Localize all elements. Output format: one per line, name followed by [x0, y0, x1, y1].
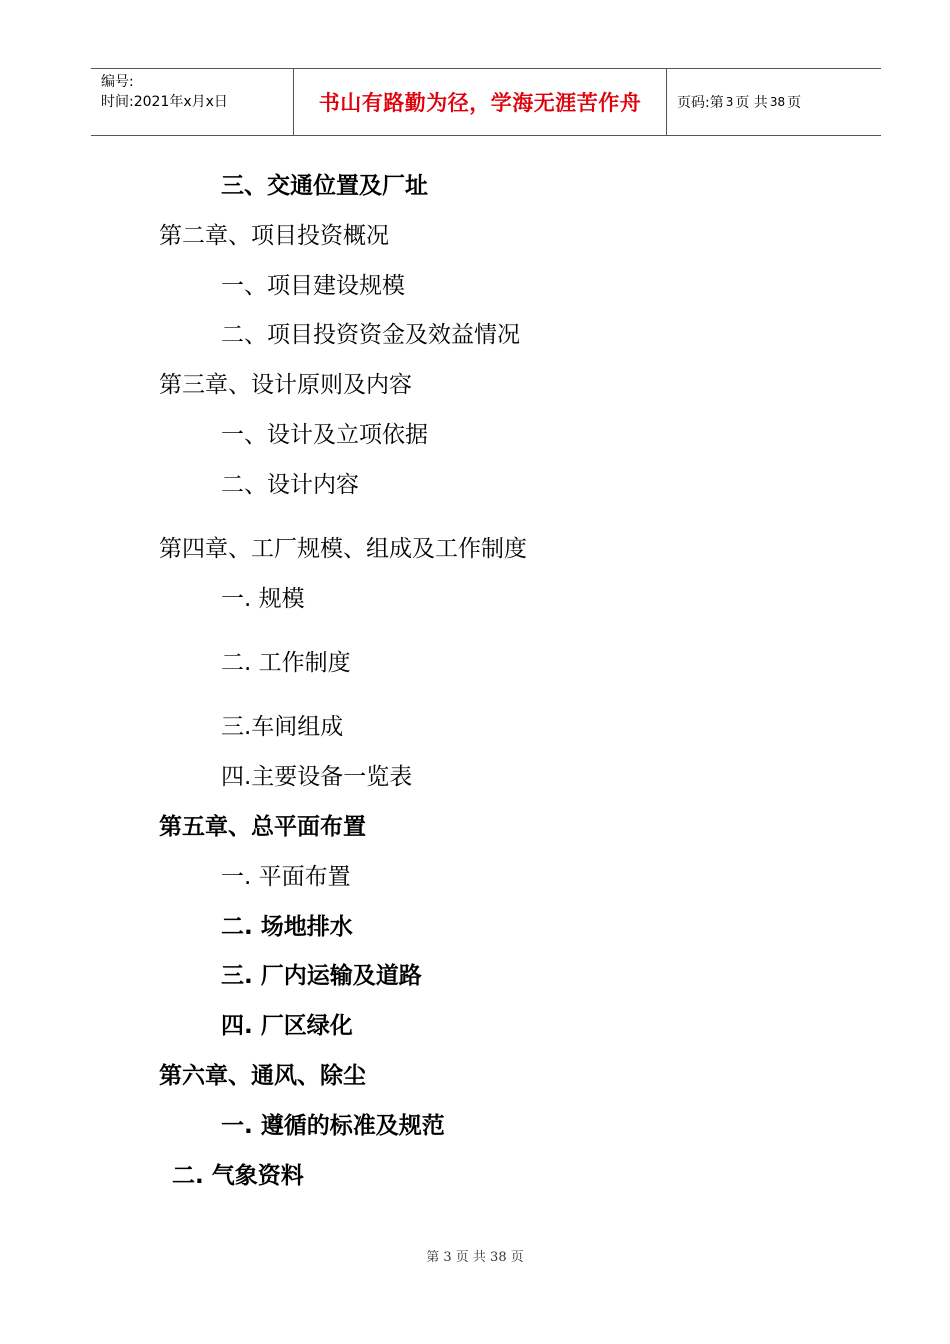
toc-chapter: 第二章、项目投资概况	[159, 223, 389, 249]
toc-entry: 二. 工作制度	[221, 650, 351, 676]
page-suffix: 页	[787, 95, 802, 111]
toc-entry: 三.车间组成	[221, 714, 344, 740]
toc-chapter: 第四章、工厂规模、组成及工作制度	[159, 536, 527, 562]
page-number: 3	[725, 95, 734, 109]
toc-entry: 一、设计及立项依据	[221, 422, 428, 448]
toc-entry: 一. 平面布置	[221, 864, 351, 890]
toc-entry: 三. 厂内运输及道路	[221, 963, 422, 989]
toc-entry: 一. 遵循的标准及规范	[221, 1113, 445, 1139]
toc-entry: 四.主要设备一览表	[221, 764, 413, 790]
toc-entry: 二. 场地排水	[221, 914, 353, 940]
page-footer: 第 3 页 共 38 页	[426, 1250, 524, 1265]
toc-entry: 二. 气象资料	[172, 1163, 304, 1189]
header-motto: 书山有路勤为径，学海无涯苦作舟	[293, 69, 667, 135]
toc-chapter: 第三章、设计原则及内容	[159, 372, 412, 398]
toc-entry: 二、项目投资资金及效益情况	[221, 322, 520, 348]
toc-entry: 四. 厂区绿化	[221, 1013, 353, 1039]
toc-chapter: 第六章、通风、除尘	[159, 1063, 366, 1089]
toc-entry: 一. 规模	[221, 586, 305, 612]
document-time: 时间:2021年x月x日	[101, 94, 228, 110]
toc-entry: 一、项目建设规模	[221, 273, 405, 299]
page-prefix: 页码:第	[677, 95, 724, 111]
toc-entry: 三、交通位置及厂址	[221, 173, 428, 199]
page-mid: 页 共	[735, 95, 768, 111]
document-number-label: 编号:	[101, 74, 134, 90]
toc-entry: 二、设计内容	[221, 472, 359, 498]
toc-chapter: 第五章、总平面布置	[159, 814, 366, 840]
page-total: 38	[769, 95, 786, 109]
